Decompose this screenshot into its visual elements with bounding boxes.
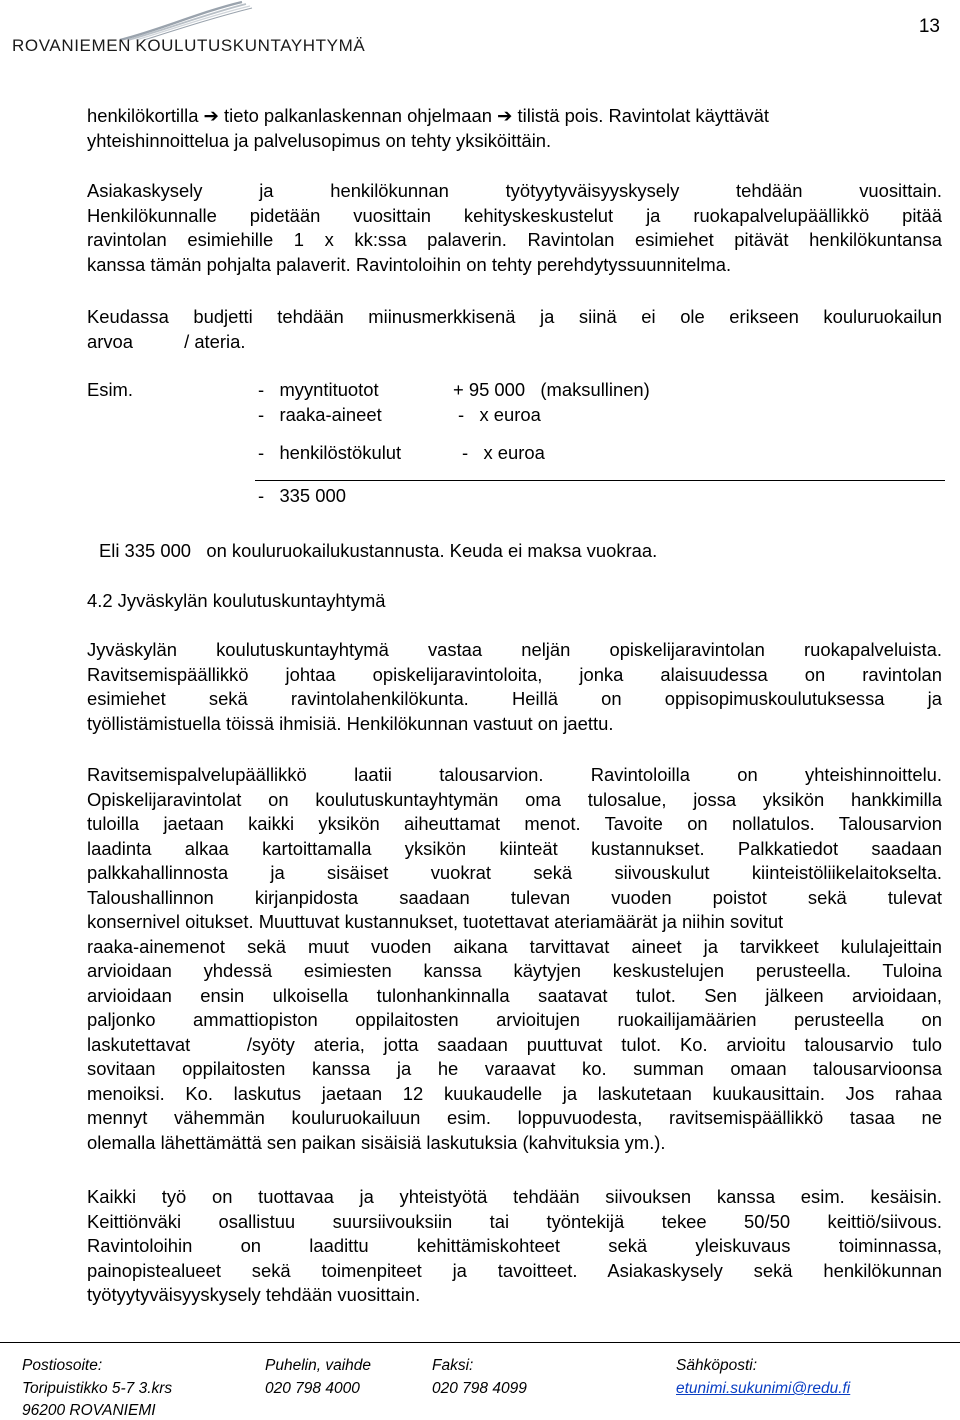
text-line: Keudassa budjetti tehdään miinusmerkkisenä ja siinä ei ole erikseen kouluruokailun: [87, 306, 942, 327]
text-line: sovitaan oppilaitosten kanssa ja he varaavat ko. summan omaan talousarvioonsa: [87, 1058, 942, 1079]
example-label: Esim.: [87, 379, 133, 400]
text-line: painopistealueet sekä toimenpiteet ja tavoitteet. Asiakaskysely sekä henkilökunnan: [87, 1259, 942, 1281]
footer-address-label: Postiosoite:: [22, 1357, 103, 1374]
text-line: Ravitsemispäällikkö johtaa opiskelijaravintoloita, jonka alaisuudessa on ravintolan: [87, 663, 942, 685]
calc-row-sales-value: + 95 000 (maksullinen): [453, 379, 650, 400]
footer-email-link[interactable]: etunimi.sukunimi@redu.fi: [676, 1380, 851, 1397]
calc-total: - 335 000: [258, 485, 346, 506]
calc-row-staff-value: - x euroa: [462, 442, 545, 463]
text-line: menoiksi. Ko. laskutus jaetaan 12 kuukaudelle ja laskutetaan kuukausittain. Jos rahaa: [87, 1082, 942, 1104]
calc-row-materials-value: - x euroa: [458, 404, 541, 425]
text-line: olemalla lähettämättä sen paikan sisäisiä laskutuksia (kahvituksia ym.).: [87, 1131, 666, 1153]
footer-phone-label: Puhelin, vaihde: [265, 1357, 371, 1374]
text-line: Taloushallinnon kirjanpidosta saadaan tulevan vuoden poistot sekä tulevat: [87, 886, 942, 908]
footer-rule: [0, 1342, 960, 1343]
paragraph-surveys: [87, 179, 942, 277]
sum-rule: [255, 480, 945, 481]
text-line: laskutettavat /syöty ateria, jotta saadaan puuttuvat tulot. Ko. arvioitu talousarvio tulo: [87, 1033, 942, 1055]
paragraph-budget: [87, 305, 942, 354]
paragraph-budgeting-process: [87, 763, 942, 1155]
text-line: työtyytyväisyyskysely tehdään vuosittain.: [87, 1284, 421, 1305]
text-line: Kaikki työ on tuottavaa ja yhteistyötä tehdään siivouksen kanssa esim. kesäisin.: [87, 1186, 942, 1207]
text-line: mennyt vähemmän kouluruokailuun esim. loppuvuodesta, ravitsemispäällikkö tasaa ne: [87, 1107, 942, 1128]
text-line: arvioidaan ensin ulkoisella tulonhankinnalla saatavat tulot. Sen jälkeen arvioidaan,: [87, 984, 942, 1006]
text-line: arvioidaan yhdessä esimiesten kanssa käytyjen keskustelujen perusteella. Tuloina: [87, 960, 942, 981]
text-line: palkkahallinnosta ja sisäiset vuokrat sekä siivouskulut kiinteistöliikelaitokselta.: [87, 862, 942, 883]
footer-fax: 020 798 4099: [432, 1380, 527, 1397]
text-line: Asiakaskysely ja henkilökunnan työtyytyväisyyskysely tehdään vuosittain.: [87, 180, 942, 201]
text-line: Ravitsemispalvelupäällikkö laatii talousarvion. Ravintoloilla on yhteishinnoittelu.: [87, 764, 942, 785]
text-line: henkilökortilla ➔ tieto palkanlaskennan ohjelmaan ➔ tilistä pois. Ravintolat käyttävät: [87, 105, 770, 126]
footer-phone: 020 798 4000: [265, 1380, 360, 1397]
text-line: konsernivel oitukset. Muuttuvat kustannukset, tuotettavat ateriamäärät ja niihin sovitut: [87, 911, 784, 932]
text-line: Keittiönväki osallistuu suursiivouksiin tai työntekijä tekee 50/50 keittiö/siivous.: [87, 1210, 942, 1232]
text-line: kanssa tämän pohjalta palaverit. Ravintoloihin on tehty perehdytyssuunnitelma.: [87, 253, 732, 275]
text-line: esimiehet sekä ravintolahenkilökunta. Heillä on oppisopimuskoulutuksessa ja: [87, 688, 942, 709]
footer-address-line2: 96200 ROVANIEMI: [22, 1402, 156, 1419]
text-line: Henkilökunnalle pidetään vuosittain kehityskeskustelut ja ruokapalvelupäällikkö pitää: [87, 204, 942, 226]
text-line: raaka-ainemenot sekä muut vuoden aikana tarvittavat aineet ja tarvikkeet kululajeittain: [87, 935, 942, 957]
text-line: Jyväskylän koulutuskuntayhtymä vastaa neljän opiskelijaravintolan ruokapalveluista.: [87, 639, 942, 660]
calc-note: Eli 335 000 on kouluruokailukustannusta. Keuda ei maksa vuokraa.: [99, 540, 658, 561]
footer-email-label: Sähköposti:: [676, 1357, 757, 1374]
text-line: laadinta alkaa kartoittamalla yksikön kiinteät kustannukset. Palkkatiedot saadaan: [87, 837, 942, 859]
text-line: tuloilla jaetaan kaikki yksikön aiheuttamat menot. Tavoite on nollatulos. Talousarvion: [87, 813, 942, 834]
text-line: paljonko ammattiopiston oppilaitosten arvioitujen ruokailijamäärien perusteella on: [87, 1009, 942, 1030]
calc-row-materials-name: - raaka-aineet: [258, 404, 382, 425]
text-line: yhteishinnoittelua ja palvelusopimus on tehty yksiköittäin.: [87, 129, 552, 151]
footer-fax-label: Faksi:: [432, 1357, 474, 1374]
continuation-paragraph: [87, 104, 942, 153]
paragraph-jyvaskyla-overview: [87, 638, 942, 736]
section-heading: 4.2 Jyväskylän koulutuskuntayhtymä: [87, 590, 386, 611]
organization-logo-text: ROVANIEMEN KOULUTUSKUNTAYHTYMÄ: [12, 36, 366, 55]
text-line: työllistämistuella töissä ihmisiä. Henkilökunnan vastuut on jaettu.: [87, 712, 614, 734]
paragraph-cleaning-cooperation: [87, 1185, 942, 1308]
calc-row-sales-name: - myyntituotot: [258, 379, 379, 400]
text-line: Opiskelijaravintolat on koulutuskuntayhtymän oma tulosalue, jossa yksikön hankkimilla: [87, 788, 942, 810]
calc-row-staff-name: - henkilöstökulut: [258, 442, 402, 463]
text-line: ravintolan esimiehille 1 x kk:ssa palaverin. Ravintolan esimiehet pitävät henkilökuntansa: [87, 229, 942, 250]
page-number: 13: [918, 16, 940, 37]
text-line: Ravintoloihin on laadittu kehittämiskohteet sekä yleiskuvaus toiminnassa,: [87, 1235, 942, 1256]
footer-address-line1: Toripuistikko 5-7 3.krs: [22, 1380, 173, 1397]
text-line: arvoa / ateria.: [87, 330, 246, 352]
